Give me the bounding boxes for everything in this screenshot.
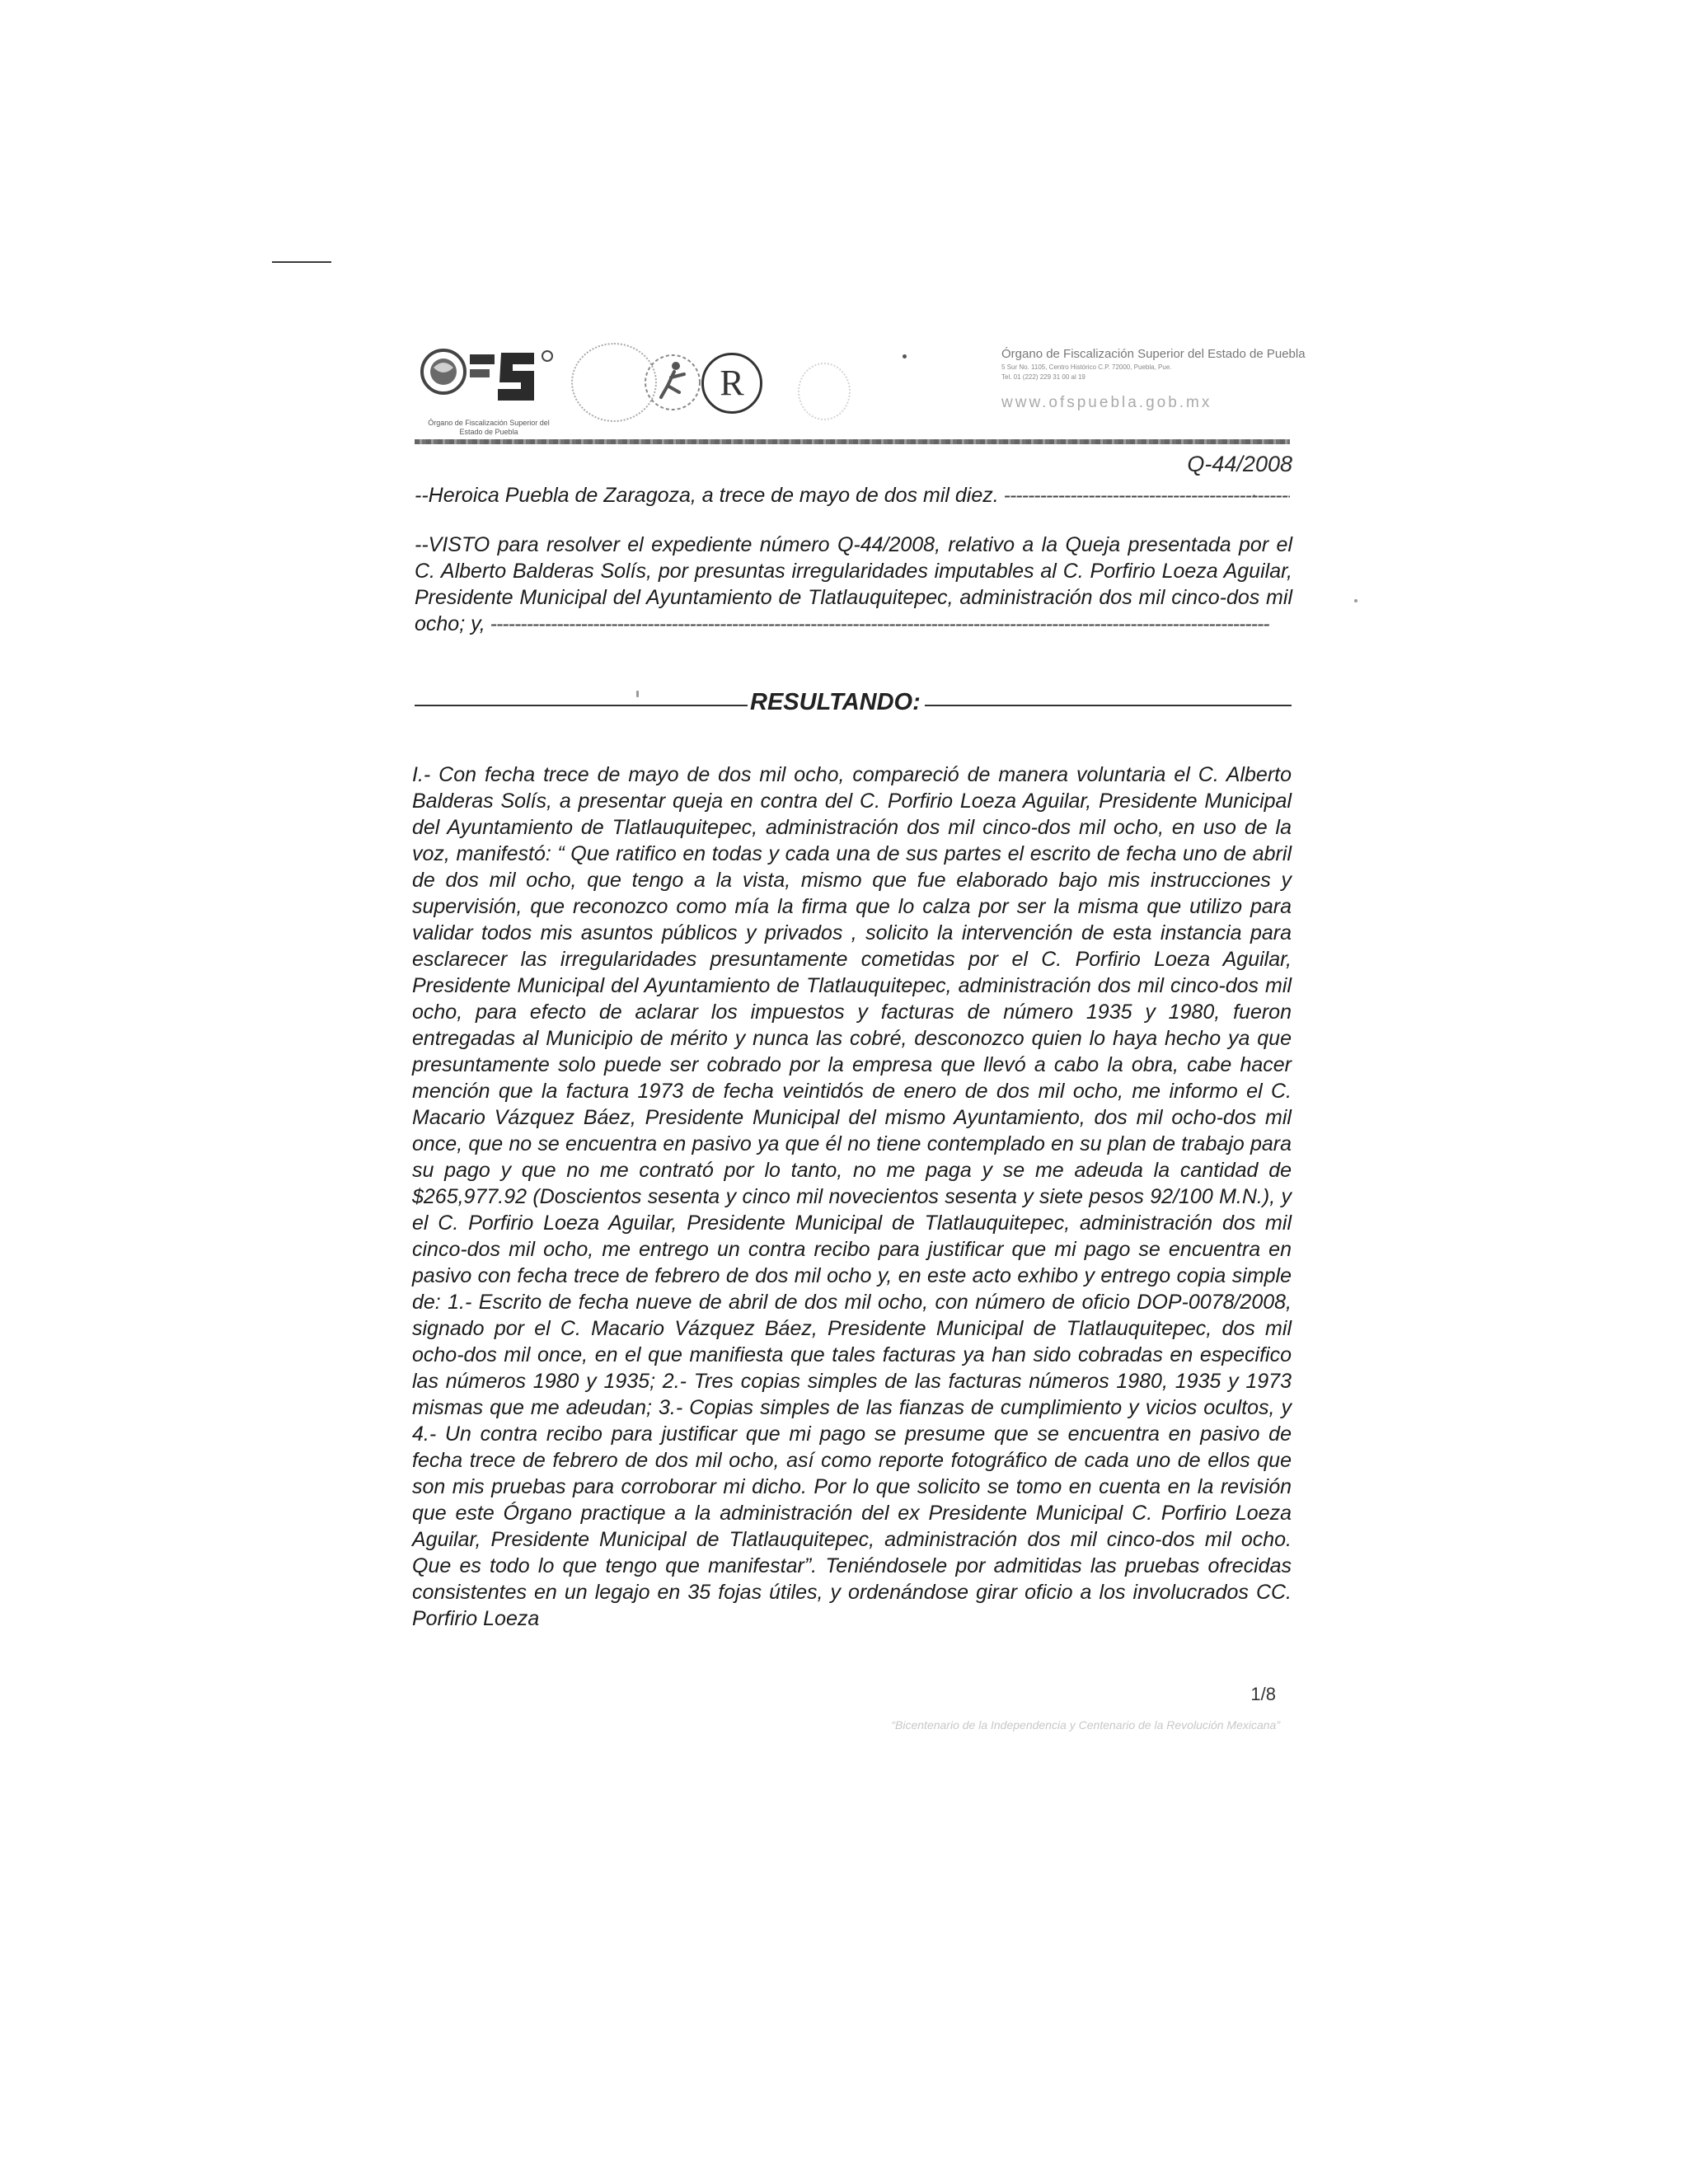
paragraph-resultando-1: I.- Con fecha trece de mayo de dos mil ocho, compareció de manera voluntaria el C. Alberto Balderas Solís, a presentar queja en contra del C. Porfirio Loeza Aguilar, Presidente Municipal del Ayuntamiento de Tlatlauquitepec, administración dos mil cinco-dos mil ocho, en uso de la voz, manifestó: “ Que ratifico en todas y cada una de sus partes el escrito de fecha uno de abril de dos mil ocho, que tengo a la vista, mismo que fue elaborado bajo mis instrucciones y supervisión, que reconozco como mía la firma que lo calza por ser la misma que utilizo para validar todos mis asuntos públicos y privados , solicito la intervención de esta instancia para esclarecer las irregularidades presuntamente cometidas por el C. Porfirio Loeza Aguilar, Presidente Municipal del Ayuntamiento de Tlatlauquitepec, administración dos mil cinco-dos mil ocho, para efecto de aclarar los impuestos y facturas de número 1935 y 1980, fueron entregadas al Municipio de mérito y nunca las cobré, desconozco quien lo haya hecho ya que presuntamente solo puede ser cobrado por la empresa que llevó a cabo la obra, cabe hacer mención que la factura 1973 de fecha veintidós de enero de dos mil ocho, me informo el C. Macario Vázquez Báez, Presidente Municipal del mismo Ayuntamiento, dos mil ocho-dos mil once, que no se encuentra en pasivo ya que él no tiene contemplado en su plan de trabajo para su pago y que no me contrató por lo tanto, no me paga y se me adeuda la cantidad de $265,977.92 (Doscientos sesenta y cinco mil novecientos sesenta y siete pesos 92/100 M.N.), y el C. Porfirio Loeza Aguilar, Presidente Municipal de Tlatlauquitepec, administración dos mil cinco-dos mil ocho, me entrego un contra recibo para justificar que mi pago se encuentra en pasivo con fecha trece de febrero de dos mil ocho y, en este acto exhibo y entrego copia simple de: 1.- Escrito de fecha nueve de abril de dos mil ocho, con número de oficio DOP-0078/2008, signado por el C. Macario Vázquez Báez, Presidente Municipal de Tlatlauquitepec, dos mil ocho-dos mil once, en el que manifiesta que tales facturas ya han sido cobradas en especifico las números 1980 y 1935; 2.- Tres copias simples de las facturas números 1980, 1935 y 1973 mismas que me adeudan; 3.- Copias simples de las fianzas de cumplimiento y vicios ocultos, y 4.- Un contra recibo para justificar que mi pago se presume que se encuentra en pasivo de fecha trece de febrero de dos mil ocho, así como reporte fotográfico de cada uno de ellos que son mis pruebas para corroborar mi dicho. Por lo que solicito se tomo en cuenta en la revisión que este Órgano practique a la administración del ex Presidente Municipal C. Porfirio Loeza Aguilar, Presidente Municipal de Tlatlauquitepec, administración dos mil cinco-dos mil ocho. Que es todo lo que tengo que manifestar”. Teniéndosele por admitidas las pruebas ofrecidas consistentes en un legajo en 35 fojas útiles, y ordenándose girar oficio a los involucrados CC. Porfirio Loeza — [412, 763, 1292, 1630]
logo-caption: Órgano de Fiscalización Superior del Estado de Puebla — [428, 419, 550, 436]
header-logos — [419, 330, 864, 445]
document-number: Q-44/2008 — [1187, 452, 1292, 476]
section-heading: RESULTANDO: — [750, 689, 921, 715]
organization-address: 5 Sur No. 1105, Centro Histórico C.P. 72000, Puebla, Pue. — [1001, 363, 1172, 371]
runner-emblem — [643, 349, 702, 415]
organization-block — [1001, 346, 1306, 414]
organization-website: www.ofspuebla.gob.mx — [1001, 394, 1212, 411]
faint-emblem — [798, 363, 851, 420]
header-rule — [415, 439, 1290, 444]
visto-text: --VISTO para resolver el expediente número Q-44/2008, relativo a la Queja presentada por el C. Alberto Balderas Solís, por presuntas irregularidades imputables al C. Porfirio Loeza Aguilar, Presidente Municipal del Ayuntamiento de Tlatlauquitepec, administración dos mil cinco-dos mil ocho; y, ----- — [415, 533, 1292, 635]
dateline: --Heroica Puebla de Zaragoza, a trece de mayo de dos mil diez. ----- — [415, 482, 1290, 509]
scan-dot — [636, 691, 639, 697]
registered-mark: R — [701, 353, 762, 414]
scan-dot — [1354, 599, 1357, 602]
page-number: 1/8 — [1250, 1684, 1276, 1704]
heading-rule-left — [415, 705, 748, 706]
organization-phone: Tel. 01 (222) 229 31 00 al 19 — [1001, 373, 1085, 381]
heading-rule-right — [925, 705, 1292, 706]
scan-mark — [272, 261, 331, 263]
ofs-logo — [419, 335, 559, 417]
visto-paragraph — [415, 532, 1292, 637]
scan-dot — [903, 354, 907, 359]
footer-note: “Bicentenario de la Independencia y Centenario de la Revolución Mexicana” — [891, 1718, 1280, 1732]
organization-name: Órgano de Fiscalización Superior del Estado de Puebla — [1001, 347, 1306, 361]
